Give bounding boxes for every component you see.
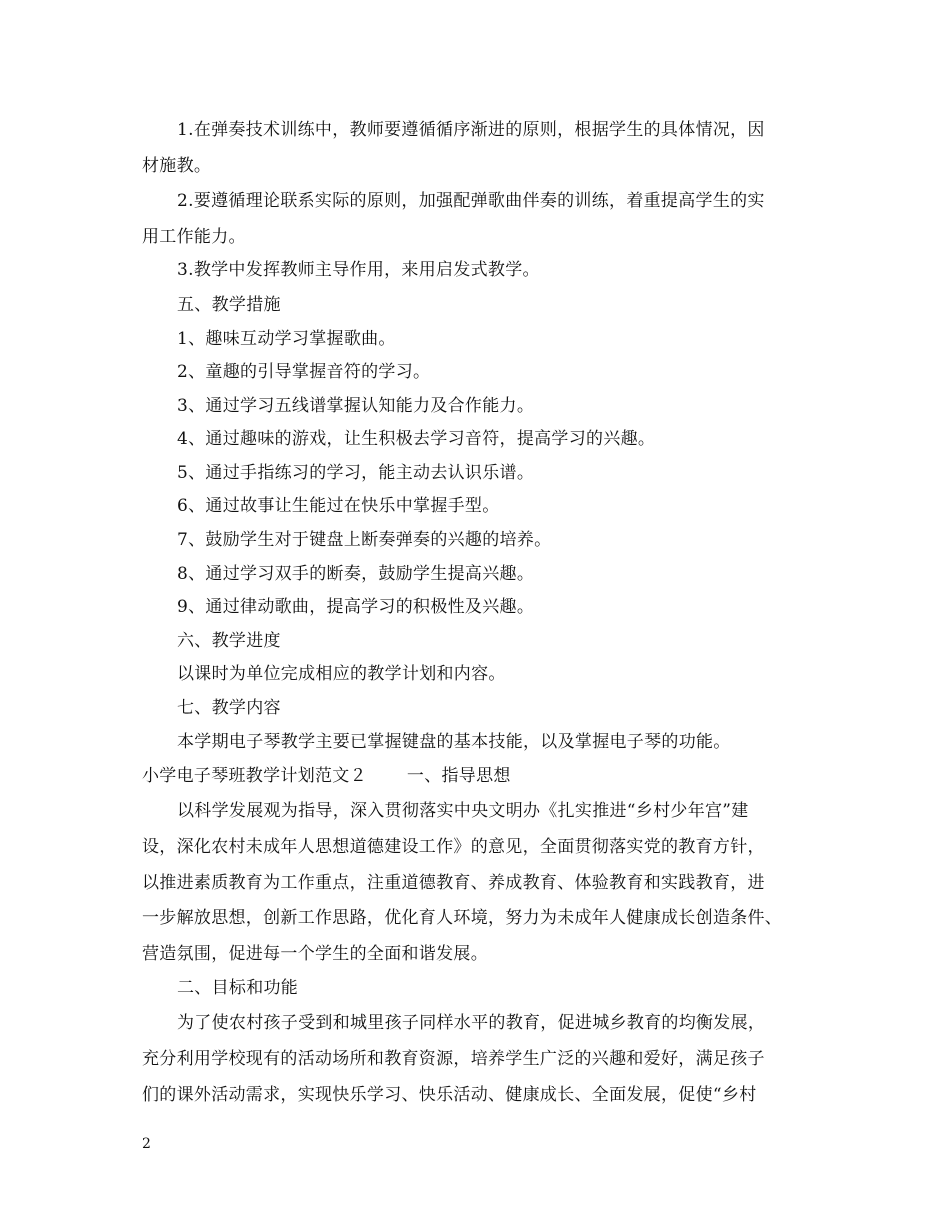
paragraph-line: 设，深化农村未成年人思想道德建设工作》的意见，全面贯彻落实党的教育方针， [142,837,765,857]
paragraph-line: 用工作能力。 [142,227,246,247]
list-item: 4、通过趣味的游戏，让生积极去学习音符，提高学习的兴趣。 [177,429,656,449]
list-item: 8、通过学习双手的断奏，鼓励学生提高兴趣。 [177,564,535,584]
list-item: 9、通过律动歌曲，提高学习的积极性及兴趣。 [177,597,535,617]
section-heading: 二、目标和功能 [177,978,299,998]
paragraph-line: 3.教学中发挥教师主导作用，来用启发式教学。 [177,260,540,280]
paragraph-line: 材施教。 [142,156,212,176]
list-item: 5、通过手指练习的学习，能主动去认识乐谱。 [177,463,535,483]
paragraph-line: 2.要遵循理论联系实际的原则，加强配弹歌曲伴奏的训练，着重提高学生的实 [177,191,765,211]
list-item: 6、通过故事让生能过在快乐中掌握手型。 [177,496,500,516]
list-item: 3、通过学习五线谱掌握认知能力及合作能力。 [177,396,535,416]
paragraph-line: 们的课外活动需求，实现快乐学习、快乐活动、健康成长、全面发展，促使“乡村 [142,1085,757,1105]
section-heading: 七、教学内容 [177,698,281,718]
section-heading: 六、教学进度 [177,631,281,651]
paragraph-line: 一步解放思想，创新工作思路，优化育人环境，努力为未成年人健康成长创造条件、 [142,908,783,928]
paragraph-line: 1.在弹奏技术训练中，教师要遵循循序渐进的原则，根据学生的具体情况，因 [177,120,765,140]
document-title-2 [142,765,511,787]
paragraph-line: 以科学发展观为指导，深入贯彻落实中央文明办《扎实推进“乡村少年宫”建 [177,801,749,821]
paragraph-line: 营造氛围，促进每一个学生的全面和谐发展。 [142,944,488,964]
list-item: 1、趣味互动学习掌握歌曲。 [177,329,396,349]
paragraph-line: 以推进素质教育为工作重点，注重道德教育、养成教育、体验教育和实践教育，进 [142,873,765,893]
paragraph-line: 以课时为单位完成相应的教学计划和内容。 [177,664,506,684]
paragraph-line: 充分利用学校现有的活动场所和教育资源，培养学生广泛的兴趣和爱好，满足孩子 [142,1049,765,1069]
title-text: 小学电子琴班教学计划范文２ [142,766,367,786]
page-number: 2 [142,1136,151,1152]
paragraph-line: 本学期电子琴教学主要已掌握键盘的基本技能，以及掌握电子琴的功能。 [177,732,731,752]
list-item: 2、童趣的引导掌握音符的学习。 [177,362,431,382]
paragraph-line: 为了使农村孩子受到和城里孩子同样水平的教育，促进城乡教育的均衡发展， [177,1013,766,1033]
list-item: 7、鼓励学生对于键盘上断奏弹奏的兴趣的培养。 [177,530,552,550]
section-heading: 五、教学措施 [177,295,281,315]
section-heading: 一、指导思想 [406,766,511,786]
